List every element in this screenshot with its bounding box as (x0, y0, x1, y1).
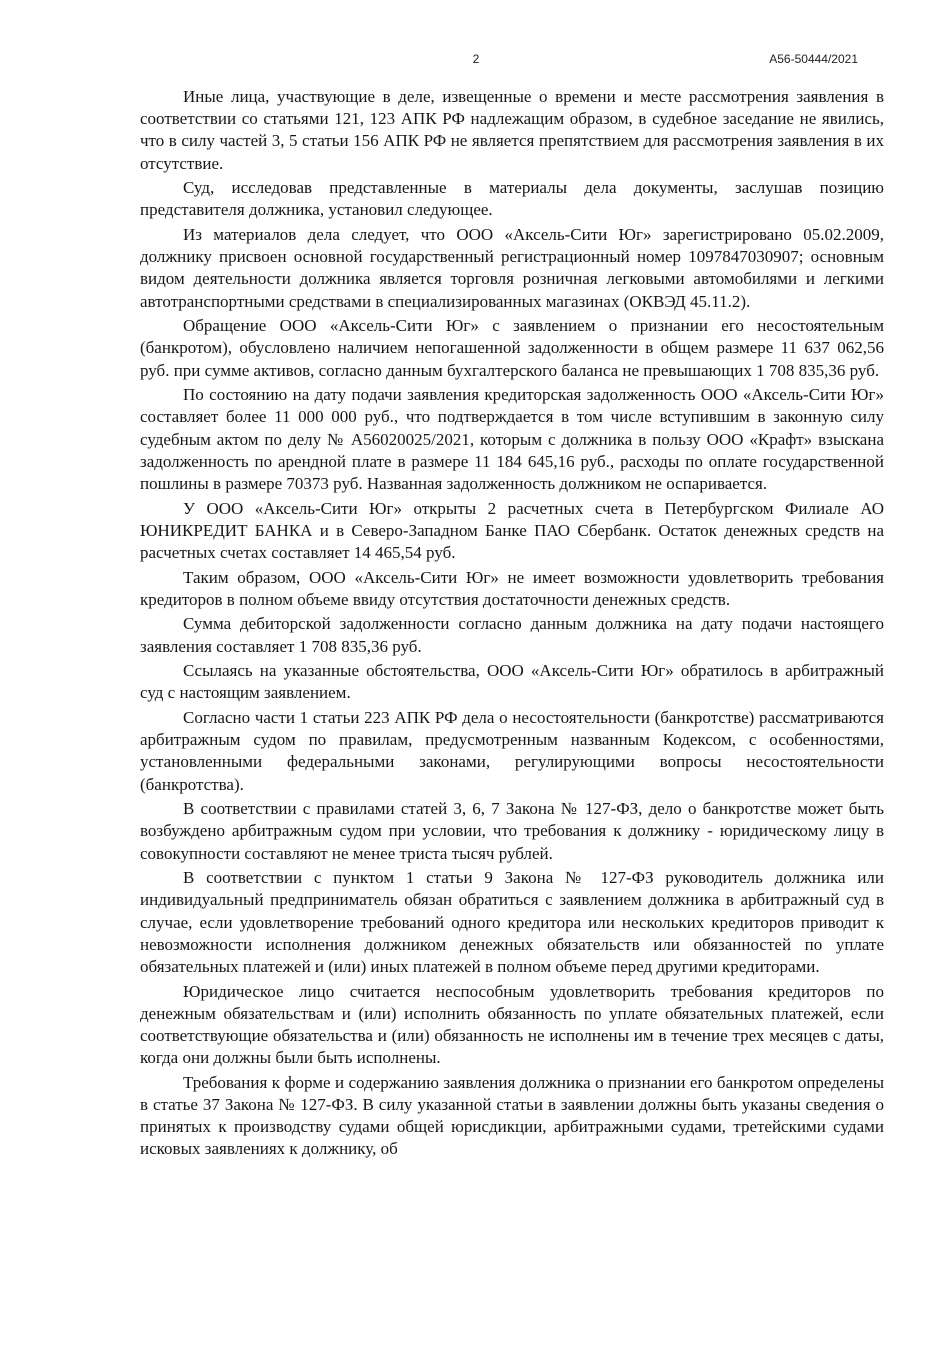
paragraph: Иные лица, участвующие в деле, извещенные о времени и месте рассмотрения заявления в соответствии со статьями 121, 123 АПК РФ надлежащим образом, в судебное заседание не явились, что в силу частей 3, 5 статьи 156 АПК РФ не является препятствием для рассмотрения заявления в их отсутствие. (140, 87, 884, 173)
paragraph: Сумма дебиторской задолженности согласно данным должника на дату подачи настоящего заявления составляет 1 708 835,36 руб. (140, 614, 884, 656)
page-number: 2 (472, 52, 480, 66)
document-body (140, 86, 884, 1161)
paragraph: По состоянию на дату подачи заявления кредиторская задолженность ООО «Аксель-Сити Юг» составляет более 11 000 000 руб., что подтверждается в том числе вступившим в законную силу судебным актом по делу № А56020025/2021, которым с должника в пользу ООО «Крафт» взыскана задолженность по арендной плате в размере 11 184 645,16 руб., расходы по оплате государственной пошлины в размере 70373 руб. Названная задолженность должником не оспаривается. (140, 385, 884, 494)
paragraph: У ООО «Аксель-Сити Юг» открыты 2 расчетных счета в Петербургском Филиале АО ЮНИКРЕДИТ БАНКА и в Северо-Западном Банке ПАО Сбербанк. Остаток денежных средств на расчетных счетах составляет 14 465,54 руб. (140, 498, 884, 563)
page-header (0, 52, 952, 72)
case-number: А56-50444/2021 (769, 52, 858, 66)
paragraph: Обращение ООО «Аксель-Сити Юг» с заявлением о признании его несостоятельным (банкротом), обусловлено наличием непогашенной задолженности в общем размере 11 637 062,56 руб. при сумме активов, согласно данным бухгалтерского баланса не превышающих 1 708 835,36 руб. (140, 316, 884, 380)
paragraph: Требования к форме и содержанию заявления должника о признании его банкротом определены в статье 37 Закона № 127-ФЗ. В силу указанной статьи в заявлении должны быть указаны сведения о принятых к производству судами общей юрисдикции, арбитражными судами, третейскими судами исковых заявлениях к должнику, об (140, 1072, 884, 1159)
paragraph: Юридическое лицо считается неспособным удовлетворить требования кредиторов по денежным обязательствам и (или) исполнить обязанность по уплате обязательных платежей, если соответствующие обязательства и (или) обязанность не исполнены им в течение трех месяцев с даты, когда они должны были быть исполнены. (140, 981, 884, 1068)
paragraph: Из материалов дела следует, что ООО «Аксель-Сити Юг» зарегистрировано 05.02.2009, должнику присвоен основной государственный регистрационный номер 1097847030907; основным видом деятельности должника является торговля розничная легковыми автомобилями и легкими автотранспортными средствами в специализированных магазинах (ОКВЭД 45.11.2). (140, 225, 884, 311)
paragraph: В соответствии с пунктом 1 статьи 9 Закона № 127-ФЗ руководитель должника или индивидуальный предприниматель обязан обратиться с заявлением должника в арбитражный суд в случае, если удовлетворение требований одного кредитора или нескольких кредиторов приводит к невозможности исполнения должником денежных обязательств или обязанностей по уплате обязательных платежей и (или) иных платежей в полном объеме перед другими кредиторами. (140, 868, 884, 977)
paragraph: Суд, исследовав представленные в материалы дела документы, заслушав позицию представителя должника, установил следующее. (140, 178, 884, 220)
paragraph: Согласно части 1 статьи 223 АПК РФ дела о несостоятельности (банкротстве) рассматриваются арбитражным судом по правилам, предусмотренным названным Кодексом, с особенностями, установленными федеральными законами, регулирующими вопросы несостоятельности (банкротства). (140, 708, 884, 794)
paragraph: Таким образом, ООО «Аксель-Сити Юг» не имеет возможности удовлетворить требования кредиторов в полном объеме ввиду отсутствия достаточности денежных средств. (140, 567, 884, 609)
paragraph: В соответствии с правилами статей 3, 6, 7 Закона № 127-ФЗ, дело о банкротстве может быть возбуждено арбитражным судом при условии, что требования к должнику - юридическому лицу в совокупности составляют не менее триста тысяч рублей. (140, 799, 884, 863)
paragraph: Ссылаясь на указанные обстоятельства, ООО «Аксель-Сити Юг» обратилось в арбитражный суд с настоящим заявлением. (140, 661, 884, 703)
